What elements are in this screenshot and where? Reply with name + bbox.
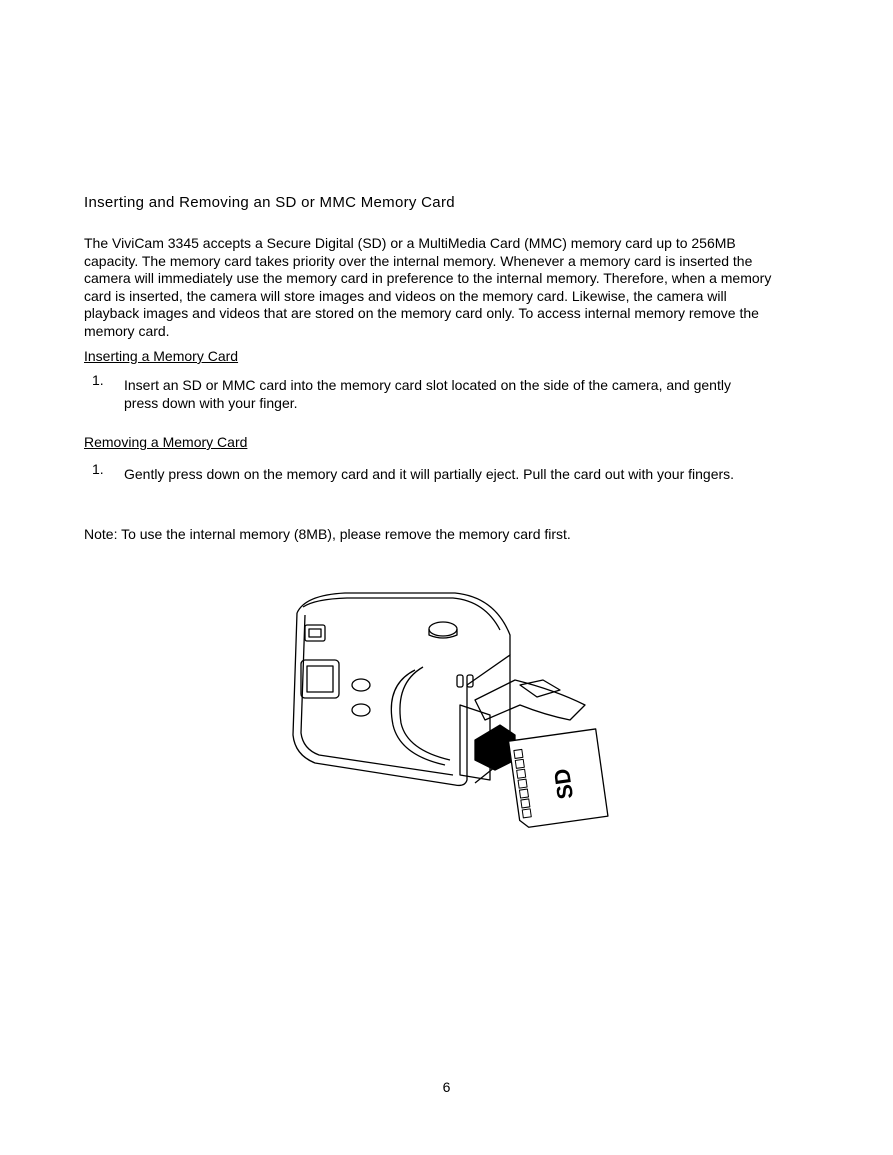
removing-step-text (124, 466, 734, 484)
removing-step-number: 1. (92, 461, 104, 477)
page-number: 6 (442, 1079, 451, 1095)
inserting-step-line: press down with your finger. (124, 394, 298, 411)
shutter-button (429, 622, 457, 636)
front-button (352, 679, 370, 691)
intro-line: memory card. (84, 322, 170, 339)
camera-body (293, 613, 467, 785)
removing-subheading: Removing a Memory Card (84, 434, 248, 450)
camera-top (297, 593, 510, 655)
sd-card-label: SD (549, 767, 579, 801)
inserting-step-line: Insert an SD or MMC card into the memory card slot located on the side of the camera, and gently (124, 377, 731, 393)
removing-step-line: Gently press down on the memory card and it will partially eject. Pull the card out with your fingers. (124, 466, 735, 482)
inserting-step-number: 1. (92, 372, 104, 388)
intro-line: card is inserted, the camera will store images and videos on the memory card. Likewise, the camera will (84, 287, 727, 304)
inserting-step-text (124, 377, 731, 412)
camera-sd-card-illustration (285, 585, 615, 830)
intro-line: playback images and videos that are stored on the memory card only. To access internal memory remove the (84, 305, 759, 321)
front-button (352, 704, 370, 716)
viewfinder (305, 625, 325, 641)
note-text: Note: To use the internal memory (8MB), please remove the memory card first. (84, 526, 571, 542)
intro-line: capacity. The memory card takes priority over the internal memory. Whenever a memory card is inserted the (84, 252, 753, 269)
intro-line: The ViviCam 3345 accepts a Secure Digital (SD) or a MultiMedia Card (MMC) memory card up to 256MB (84, 235, 736, 251)
section-heading: Inserting and Removing an SD or MMC Memory Card (84, 194, 455, 211)
inserting-subheading: Inserting a Memory Card (84, 348, 239, 364)
strap-loop (457, 675, 463, 687)
card-door (475, 680, 585, 720)
intro-paragraph (84, 235, 824, 340)
sd-card (509, 729, 608, 828)
intro-line: camera will immediately use the memory card in preference to the internal memory. Therefore, when a memory (84, 270, 772, 286)
